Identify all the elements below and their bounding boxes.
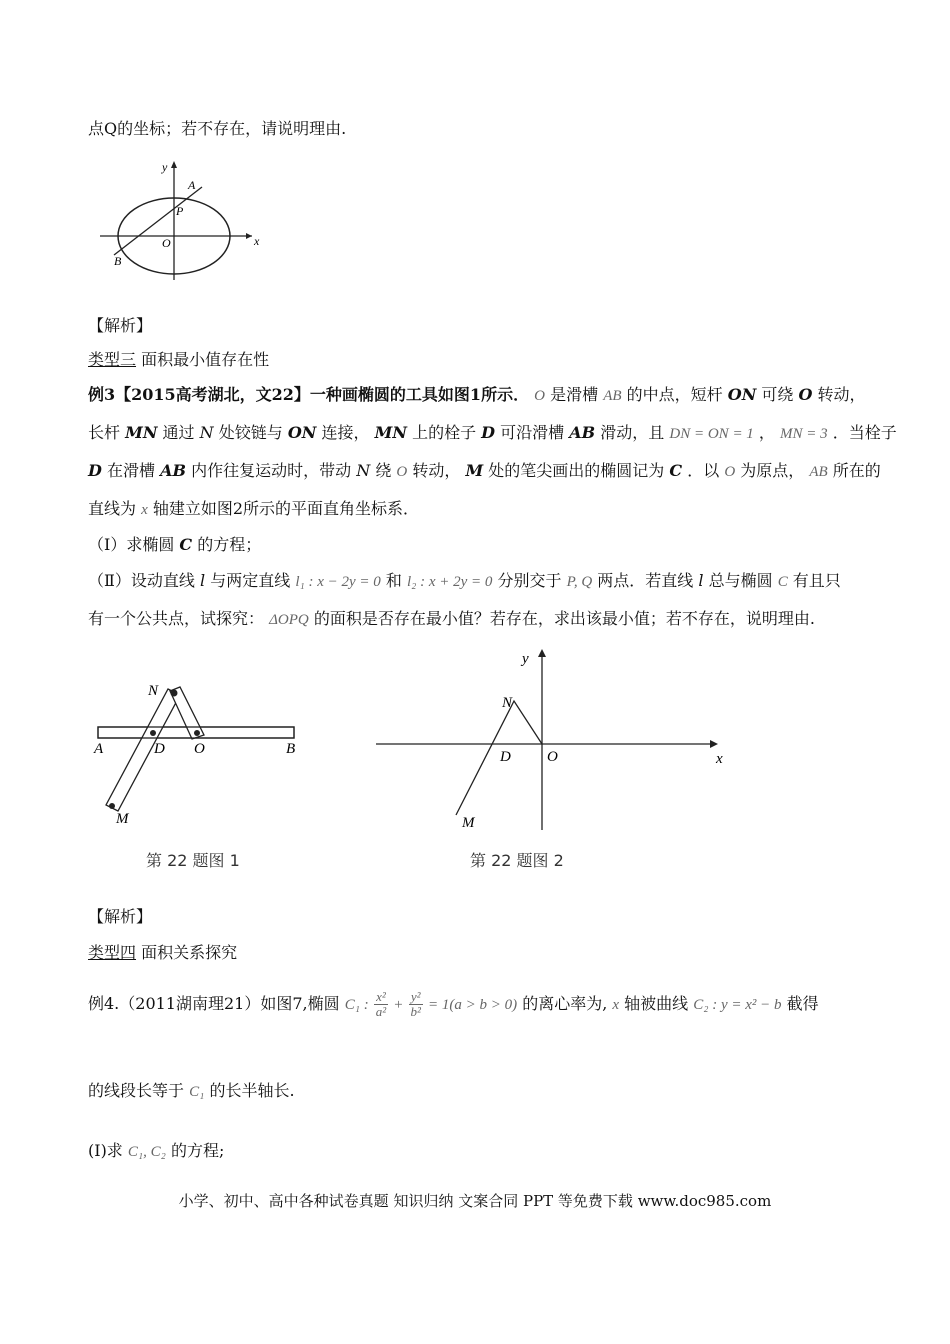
ex3-text: 长杆 [88,423,121,442]
ex3-var: ON [727,385,757,404]
ex3-text: 转动， [817,385,866,404]
ex3-text: 上的栓子 [412,423,477,442]
ex3-var: C [669,461,683,480]
ex3-line-2 [88,422,897,445]
ex3-var: AB [569,423,596,442]
ex3-text: 分别交于 [497,571,562,590]
ex4-frac-den: a² [375,1004,387,1019]
type3-title: 面积最小值存在性 [141,350,270,369]
ex4-math: C₁ [189,1084,205,1100]
fig2-label-d: D [500,749,511,765]
ex3-text: ， [758,423,775,442]
ex4-math: + [393,997,404,1013]
ex3-text: 可绕 [761,385,794,404]
ex4-text: (I)求 [88,1141,123,1160]
ex3-var: MN [374,423,407,442]
ex3-math: AB [809,464,828,480]
ex3-math: l₁ : x − 2y = 0 [295,574,381,590]
ex4-line-2 [88,1080,295,1103]
ex3-var: ON [287,423,317,442]
type3-label: 类型三 [88,350,137,369]
analysis-heading-1: 【解析】 [88,316,153,335]
ex3-math: O [724,464,736,480]
ellipse-label-o: O [162,236,171,250]
ex3-line-3 [88,460,881,483]
ex3-text: 内作往复运动时，带动 [191,461,352,480]
ex3-text: 所在的 [832,461,881,480]
fig2-label-x: x [716,751,723,767]
ellipse-label-y: y [162,160,168,174]
ex3-var: D [481,423,496,442]
fig1-label-o: O [194,741,205,757]
ex4-math: = 1(a > b > 0) [428,997,518,1013]
ex4-question-1 [88,1140,224,1163]
figure-1-tool [90,675,310,835]
ex3-text: 连接， [321,423,370,442]
ex4-text: 的离心率为, [522,994,608,1013]
ex4-text: 的线段长等于 [88,1081,185,1100]
ex3-math: MN = 3 [780,426,828,442]
ex4-math: C₂ : y = x² − b [693,997,782,1013]
ex4-text: 的长半轴长. [209,1081,295,1100]
ex4-math: C₁ : [344,997,369,1013]
intro-line: 点Q的坐标；若不存在，请说明理由. [88,119,347,138]
ex3-text: 两点．若直线 [597,571,694,590]
fig2-label-o: O [547,749,558,765]
type4-label: 类型四 [88,943,137,962]
ex3-text: 是滑槽 [550,385,599,404]
fig1-label-m: M [116,811,129,827]
ex3-var: MN [125,423,158,442]
ex3-text: 的中点，短杆 [626,385,723,404]
fig1-label-a: A [94,741,104,757]
ex3-var: C [179,535,193,554]
ex3-text: 为原点， [740,461,805,480]
ex4-fraction-y [409,990,423,1019]
ex3-question-1 [88,534,261,556]
figure-2-caption: 第 22 题图 2 [470,851,564,870]
ellipse-label-p: P [176,204,184,218]
type4-heading [88,942,237,964]
ex4-math: x [612,997,620,1013]
ex3-text: ．当栓子 [832,423,897,442]
ex3-text: 例3【2015高考湖北，文22】一种画椭圆的工具如图1所示． [88,385,530,404]
ellipse-figure [92,155,272,285]
ex3-math: DN = ON = 1 [669,426,754,442]
ex3-var: M [465,461,484,480]
ex3-math: AB [603,388,622,404]
fig2-label-n: N [502,695,513,711]
type3-heading [88,349,269,371]
fig1-label-b: B [286,741,296,757]
ex3-text: （Ⅰ）求椭圆 [88,535,175,554]
analysis-heading-2: 【解析】 [88,907,153,926]
ellipse-label-x: x [254,234,260,248]
ex3-text: 转动， [412,461,461,480]
ex3-text: 与两定直线 [210,571,291,590]
type4-title: 面积关系探究 [141,943,238,962]
ex3-text: （Ⅱ）设动直线 [88,571,195,590]
ex4-text: 的方程; [170,1141,225,1160]
ex4-fraction-x [374,990,388,1019]
fig1-label-d: D [154,741,165,757]
ex3-text: ．以 [687,461,720,480]
ex4-text: 截得 [786,994,819,1013]
ex3-math: C [777,574,788,590]
ex4-math: C₁, C₂ [127,1144,166,1160]
ex3-text: 总与椭圆 [708,571,773,590]
ex3-text: 滑动，且 [600,423,665,442]
ex3-line-1 [88,384,866,407]
ex3-var: AB [160,461,187,480]
ex3-text: 处铰链与 [218,423,283,442]
ex4-text: 轴被曲线 [624,994,689,1013]
ex4-frac-den: b² [410,1004,421,1019]
ex3-text: 的方程； [197,535,262,554]
ex3-text: 绕 [375,461,392,480]
ex4-frac-num: y² [409,990,423,1005]
ex3-var: O [798,385,813,404]
figure-1-caption: 第 22 题图 1 [146,851,240,870]
ex3-text: 直线为 [88,499,137,518]
fig2-label-y: y [522,651,529,667]
ex3-text: 可沿滑槽 [500,423,565,442]
ex3-math: l₂ : x + 2y = 0 [406,574,493,590]
ex3-var: N [356,461,371,480]
fig1-label-n: N [148,683,159,699]
ex3-text: 通过 [162,423,195,442]
ex3-text: 和 [385,571,402,590]
ellipse-label-b: B [114,254,122,268]
ex3-question-2-cont [88,608,815,631]
ex4-frac-num: x² [374,990,388,1005]
ex3-math: ΔOPQ [269,612,309,628]
ex3-math: O [396,464,408,480]
ex4-line-1 [88,990,819,1019]
figure-2-coordinates [370,645,740,835]
ex3-math: x [141,502,148,518]
ex3-text: 在滑槽 [106,461,155,480]
ex3-line-4 [88,498,419,521]
ex3-var: D [88,461,102,480]
ex3-var: N [199,423,214,442]
page-footer: 小学、初中、高中各种试卷真题 知识归纳 文案合同 PPT 等免费下载 www.doc985.com [178,1192,772,1210]
ex3-text: 处的笔尖画出的椭圆记为 [488,461,665,480]
ex3-text: 有一个公共点，试探究： [88,609,265,628]
ex3-var: l [199,571,206,590]
ex4-text: 例4.（2011湖南理21）如图7,椭圆 [88,994,340,1013]
ex3-text: 的面积是否存在最小值？若存在，求出该最小值；若不存在，说明理由. [313,609,815,628]
ex3-text: 有且只 [792,571,841,590]
ex3-text: 轴建立如图2所示的平面直角坐标系． [152,499,420,518]
ex3-math: O [534,388,546,404]
ellipse-label-a: A [188,178,196,192]
fig2-label-m: M [462,815,475,831]
ex3-question-2 [88,570,841,593]
ex3-var: l [698,571,704,590]
ex3-math: P, Q [566,574,593,590]
